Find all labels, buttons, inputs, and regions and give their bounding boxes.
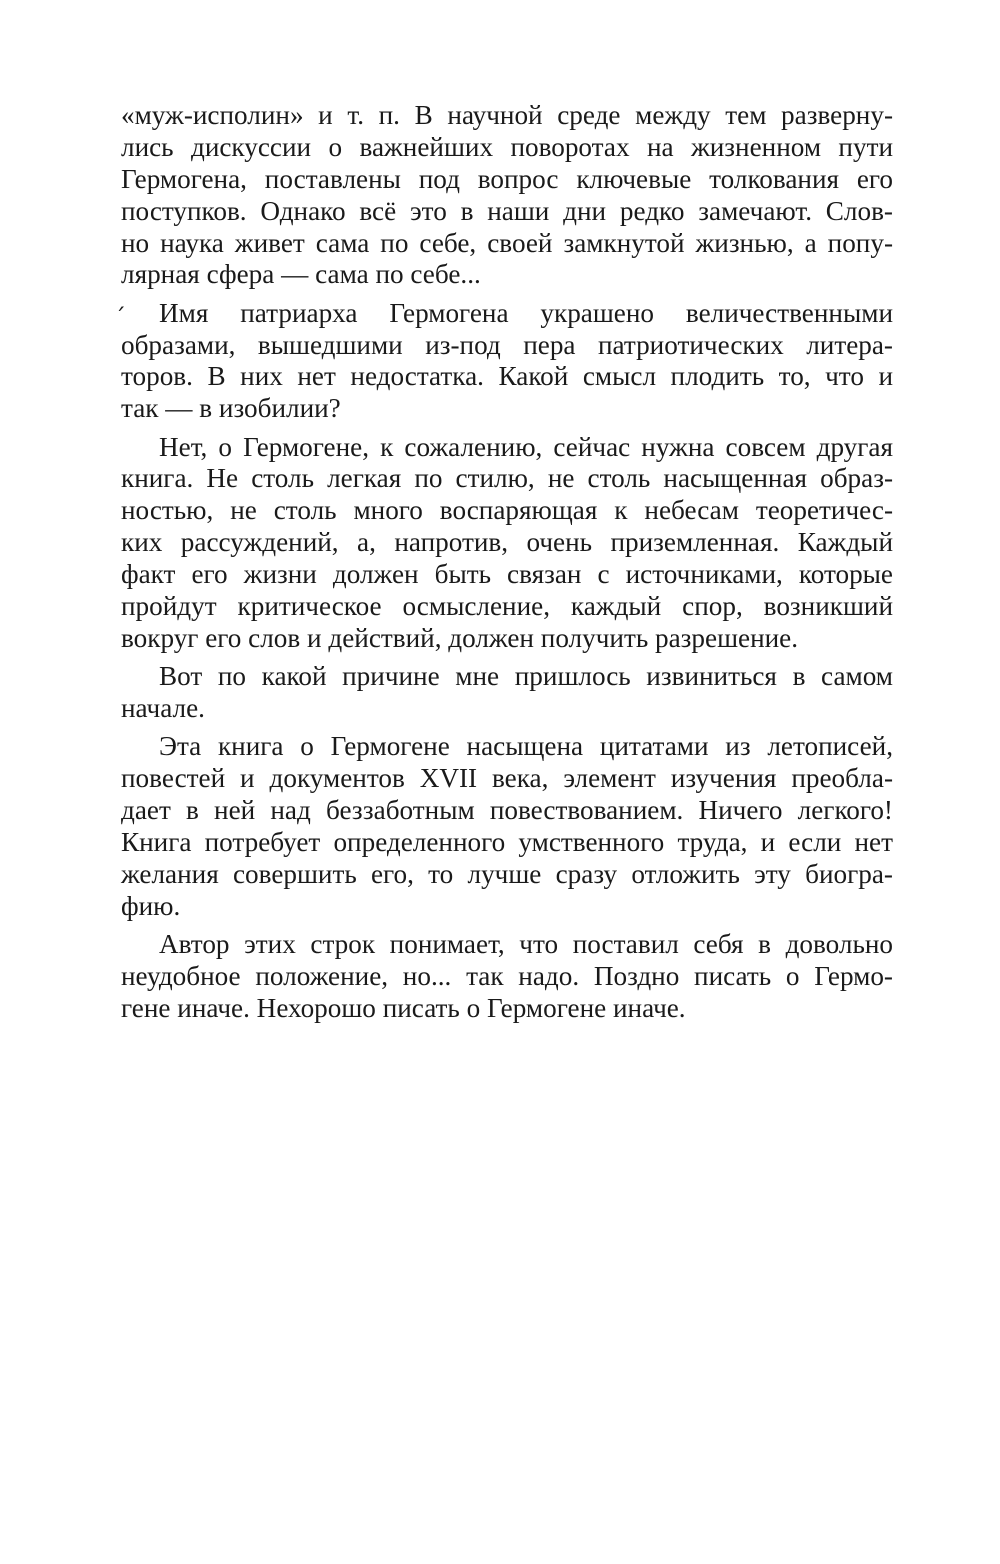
text-line: начале. [121,692,205,723]
text-line: поступков. Однако всё это в наши дни редко замечают. Слов- [121,195,893,226]
text-line: но наука живет сама по себе, своей замкнутой жизнью, а попу- [121,227,893,258]
text-line: вокруг его слов и действий, должен получить разрешение. [121,622,799,653]
text-line: повестей и документов XVII века, элемент изучения преобла- [121,763,893,793]
paragraph-5 [121,731,893,922]
text-line: Имя патриарха Гермогена украшено величественными [159,297,893,328]
text-line: так — в изобилии? [121,393,341,424]
paragraph-3 [121,432,893,655]
text-line: гене иначе. Нехорошо писать о Гермогене иначе. [121,992,686,1023]
text-line: книга. Не столь легкая по стилю, не столь насыщенная образ- [121,463,893,494]
text-line: лись дискуссии о важнейших поворотах на жизненном пути [121,131,893,162]
text-line: ностью, не столь много воспаряющая к небесам теоретичес- [121,495,893,526]
body-text [121,100,893,1024]
text-line: факт его жизни должен быть связан с источниками, которые [121,559,893,590]
text-line: Книга потребует определенного умственного труда, и если нет [121,826,893,857]
text-line: ких рассуждений, а, напротив, очень приземленная. Каждый [121,527,893,558]
paragraph-1 [121,100,893,291]
text-line: фию. [121,890,181,921]
text-line: лярная сфера — сама по себе... [121,259,481,290]
text-line: дает в ней над беззаботным повествованием. Ничего легкого! [121,794,893,825]
paragraph-4 [121,661,893,725]
text-line: Вот по какой причине мне пришлось извиниться в самом [159,661,893,692]
text-line: пройдут критическое осмысление, каждый спор, возникший [121,590,893,621]
text-line: Гермогена, поставлены под вопрос ключевые толкования его [121,163,893,194]
text-line: торов. В них нет недостатка. Какой смысл плодить то, что и [121,361,893,392]
text-line: желания совершить его, то лучше сразу отложить эту биогра- [121,858,893,889]
paragraph-6 [121,929,893,1025]
stray-accent-mark: ˊ [114,304,126,332]
text-line: Эта книга о Гермогене насыщена цитатами из летописей, [159,731,893,762]
text-line: Автор этих строк понимает, что поставил себя в довольно [159,928,893,959]
text-line: «муж-исполин» и т. п. В научной среде между тем разверну- [121,100,893,130]
text-line: Нет, о Гермогене, к сожалению, сейчас нужна совсем другая [159,431,893,462]
paragraph-2 [121,298,893,426]
text-line: образами, вышедшими из-под пера патриотических литера- [121,329,893,360]
text-line: неудобное положение, но... так надо. Поздно писать о Гермо- [121,960,893,991]
